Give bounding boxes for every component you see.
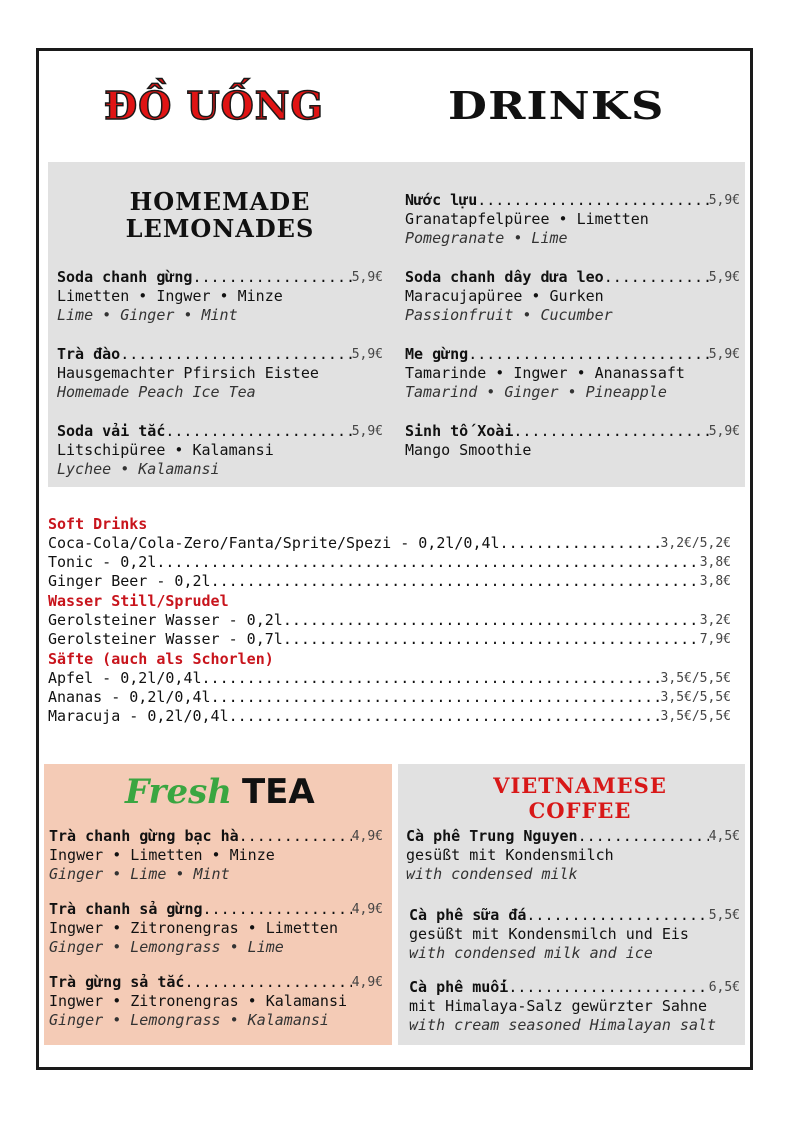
item-description-en: Ginger • Lime • Mint [49, 865, 230, 883]
menu-item [49, 973, 383, 1030]
item-name: Cà phê sữa đá [409, 906, 527, 924]
list-item-name: Ginger Beer - 0,2l [48, 572, 211, 590]
list-item-price: 3,2€ [699, 613, 731, 628]
item-name: Trà gừng sả tắc [49, 973, 185, 991]
menu-item [405, 191, 740, 248]
item-name: Soda chanh gừng [57, 268, 193, 286]
item-description-en: with condensed milk and ice [409, 944, 653, 962]
tea-title-fresh: Fresh [125, 772, 232, 812]
menu-item [406, 827, 740, 884]
item-name: Trà chanh sả gừng [49, 900, 203, 918]
menu-item [405, 268, 740, 325]
item-price: 4,9€ [351, 829, 383, 844]
category-juices: Säfte (auch als Schorlen) [48, 650, 274, 668]
coffee-title-line2: COFFEE [528, 798, 632, 823]
item-price: 6,5€ [708, 980, 740, 995]
item-description-de: mit Himalaya-Salz gewürzter Sahne [409, 997, 708, 1015]
item-name: Trà đào [57, 345, 121, 363]
item-description-en: Pomegranate • Lime [405, 229, 568, 247]
list-item-price: 3,5€/5,5€ [660, 690, 731, 705]
item-description-de: Ingwer • Limetten • Minze [49, 846, 275, 864]
list-item-price: 3,8€ [699, 555, 731, 570]
item-description-de: Limetten • Ingwer • Minze [57, 287, 283, 305]
list-item-price: 3,2€/5,2€ [660, 536, 731, 551]
item-price: 5,9€ [351, 424, 383, 439]
menu-item [409, 978, 740, 1035]
menu-item [49, 827, 383, 884]
item-name: Sinh tố Xoài [405, 422, 514, 440]
list-item-name: Gerolsteiner Wasser - 0,7l [48, 630, 283, 648]
heading-vietnamese: ĐỒ UỐNG [104, 83, 324, 128]
item-name: Cà phê Trung Nguyen [406, 827, 578, 845]
menu-item [57, 268, 383, 325]
lemonades-title-line2: LEMONADES [125, 214, 315, 243]
item-price: 5,9€ [708, 347, 740, 362]
item-price: 5,5€ [708, 908, 740, 923]
item-description-en: with condensed milk [406, 865, 578, 883]
list-item [48, 669, 731, 688]
item-description-en: Ginger • Lemongrass • Kalamansi [49, 1011, 329, 1029]
item-description-de: Granatapfelpüree • Limetten [405, 210, 649, 228]
list-item-name: Apfel - 0,2l/0,4l [48, 669, 202, 687]
list-item-name: Maracuja - 0,2l/0,4l [48, 707, 229, 725]
item-description-en: with cream seasoned Himalayan salt [409, 1016, 717, 1034]
menu-item [405, 422, 740, 460]
list-item [48, 630, 731, 649]
list-item [48, 707, 731, 726]
category-water: Wasser Still/Sprudel [48, 592, 229, 610]
item-price: 5,9€ [351, 347, 383, 362]
item-description-de: Tamarinde • Ingwer • Ananassaft [405, 364, 685, 382]
item-description-en: Lychee • Kalamansi [57, 460, 220, 478]
item-description-de: Litschipüree • Kalamansi [57, 441, 274, 459]
item-name: Soda vải tắc [57, 422, 166, 440]
list-item-name: Coca-Cola/Cola-Zero/Fanta/Sprite/Spezi - 0,2l/0,4l [48, 534, 500, 552]
item-description-en: Tamarind • Ginger • Pineapple [405, 383, 667, 401]
lemonades-title-line1: HOMEMADE [129, 187, 311, 216]
list-item-name: Ananas - 0,2l/0,4l [48, 688, 211, 706]
item-price: 4,9€ [351, 975, 383, 990]
item-price: 5,9€ [708, 270, 740, 285]
item-description-de: Mango Smoothie [405, 441, 532, 459]
list-item-price: 3,5€/5,5€ [660, 709, 731, 724]
list-item [48, 572, 731, 591]
drinks-list [48, 514, 731, 726]
menu-item [57, 422, 383, 479]
item-description-en: Lime • Ginger • Mint [57, 306, 238, 324]
list-item [48, 553, 731, 572]
item-price: 5,9€ [708, 193, 740, 208]
item-price: 4,9€ [351, 902, 383, 917]
item-price: 5,9€ [351, 270, 383, 285]
item-description-en: Homemade Peach Ice Tea [57, 383, 256, 401]
menu-item [405, 345, 740, 402]
list-item-price: 3,5€/5,5€ [660, 671, 731, 686]
item-description-en: Ginger • Lemongrass • Lime [49, 938, 284, 956]
item-price: 4,5€ [708, 829, 740, 844]
coffee-title-line1: VIETNAMESE [493, 773, 667, 798]
item-description-de: gesüßt mit Kondensmilch und Eis [409, 925, 689, 943]
item-description-en: Passionfruit • Cucumber [405, 306, 613, 324]
list-item-name: Tonic - 0,2l [48, 553, 157, 571]
coffee-title [440, 773, 720, 823]
category-soft-drinks: Soft Drinks [48, 515, 148, 533]
list-item [48, 534, 731, 553]
item-description-de: Ingwer • Zitronengras • Kalamansi [49, 992, 348, 1010]
list-item [48, 611, 731, 630]
item-price: 5,9€ [708, 424, 740, 439]
item-name: Trà chanh gừng bạc hà [49, 827, 239, 845]
menu-item [57, 345, 383, 402]
lemonades-title [90, 188, 350, 242]
list-item-price: 3,8€ [699, 574, 731, 589]
menu-item [49, 900, 383, 957]
item-name: Me gừng [405, 345, 469, 363]
tea-title [125, 772, 315, 822]
item-description-de: Ingwer • Zitronengras • Limetten [49, 919, 338, 937]
item-description-de: gesüßt mit Kondensmilch [406, 846, 614, 864]
item-name: Cà phê muối [409, 978, 509, 996]
item-description-de: Maracujapüree • Gurken [405, 287, 604, 305]
list-item [48, 688, 731, 707]
item-name: Nước lựu [405, 191, 478, 209]
menu-item [409, 906, 740, 963]
list-item-price: 7,9€ [699, 632, 731, 647]
heading-english: DRINKS [448, 83, 665, 128]
item-name: Soda chanh dây dưa leo [405, 268, 604, 286]
item-description-de: Hausgemachter Pfirsich Eistee [57, 364, 319, 382]
tea-title-tea: TEA [241, 772, 315, 812]
list-item-name: Gerolsteiner Wasser - 0,2l [48, 611, 283, 629]
